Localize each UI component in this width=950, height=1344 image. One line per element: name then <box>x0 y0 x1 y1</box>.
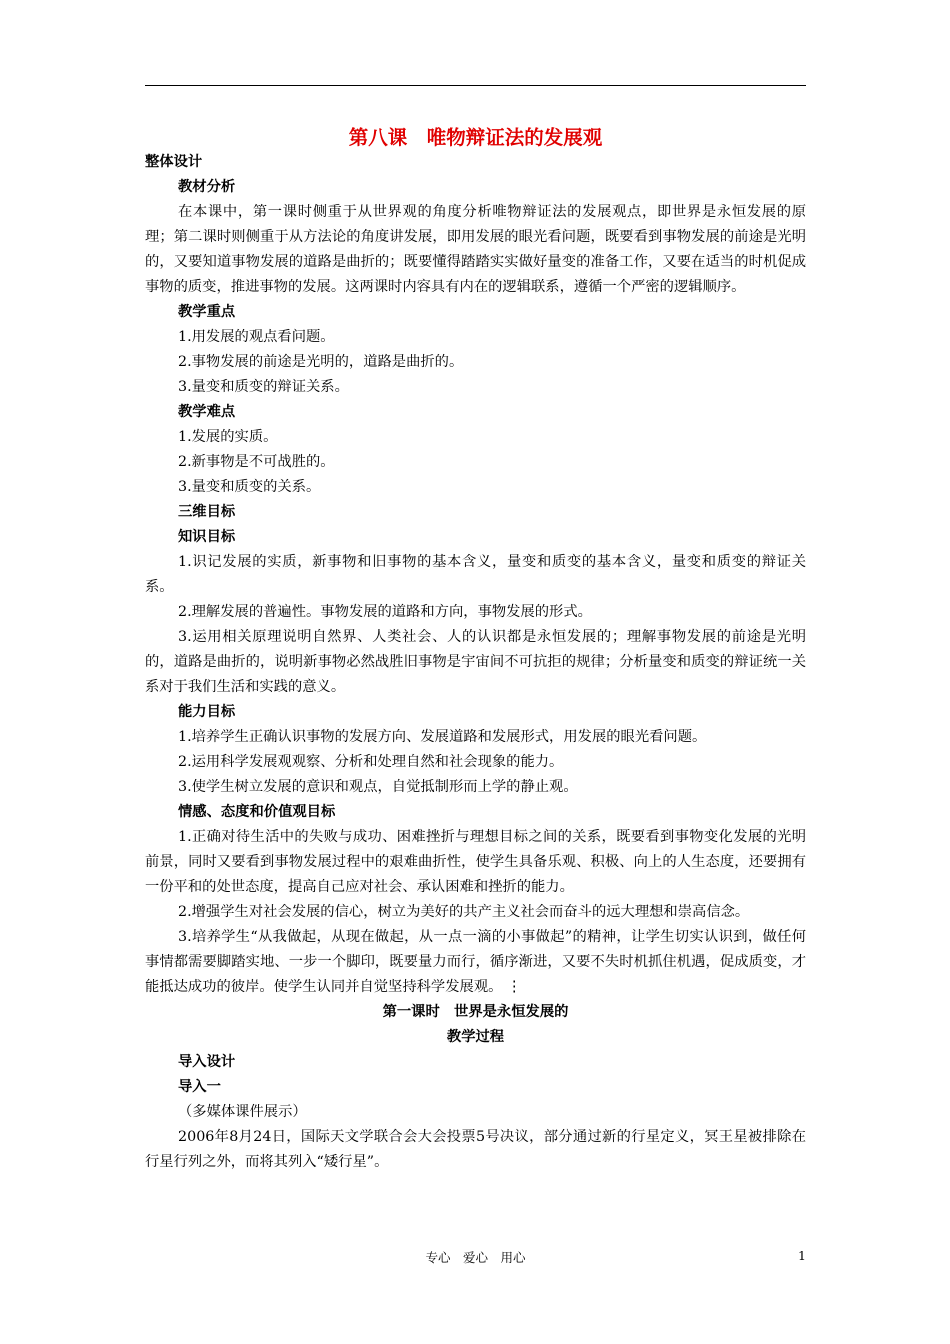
lesson-title: 第一课时 世界是永恒发展的 <box>382 1004 569 1020</box>
heading-three-dimensional-goals: 三维目标 <box>178 504 236 520</box>
knowledge-goal-item: 1.识记发展的实质，新事物和旧事物的基本含义，量变和质变的基本含义，量变和质变的辩证关系。 <box>145 554 806 595</box>
heading-ability-goals: 能力目标 <box>178 704 236 720</box>
emotion-goal-item: 1.正确对待生活中的失败与成功、困难挫折与理想目标之间的关系，既要看到事物变化发展的光明前景，同时又要看到事物发展过程中的艰难曲折性，使学生具备乐观、积极、向上的人生态度，还要拥有一份平和的处世态度，提高自己应对社会、承认困难和挫折的能力。 <box>145 829 806 895</box>
page-number: 1 <box>798 1248 806 1263</box>
emotion-goal-item: 3.培养学生“从我做起，从现在做起，从一点一滴的小事做起”的精神，让学生切实认识到，做任何事情都需要脚踏实地、一步一个脚印，既要量力而行，循序渐进，又要不失时机抓住机遇，促成质变，才能抵达成功的彼岸。使学生认同并自觉坚持科学发展观。 ⋮ <box>145 929 806 995</box>
page-footer <box>145 1248 806 1268</box>
knowledge-goal-item: 2.理解发展的普遍性。事物发展的道路和方向，事物发展的形式。 <box>178 604 592 620</box>
heading-knowledge-goals: 知识目标 <box>178 529 236 545</box>
difficult-point-item: 2.新事物是不可战胜的。 <box>178 454 335 470</box>
ability-goal-item: 2.运用科学发展观观察、分析和处理自然和社会现象的能力。 <box>178 754 564 770</box>
heading-overall-design: 整体设计 <box>145 154 203 170</box>
paragraph-intro: 2006年8月24日，国际天文学联合会大会投票5号决议，部分通过新的行星定义，冥王星被排除在行星行列之外，而将其列入“矮行星”。 <box>145 1129 806 1170</box>
emotion-goal-item: 2.增强学生对社会发展的信心，树立为美好的共产主义社会而奋斗的远大理想和崇高信念。 <box>178 904 750 920</box>
heading-intro-one: 导入一 <box>178 1079 221 1095</box>
ability-goal-item: 3.使学生树立发展的意识和观点，自觉抵制形而上学的静止观。 <box>178 779 578 795</box>
document-body <box>145 150 806 1175</box>
heading-emotion-goals: 情感、态度和价值观目标 <box>178 804 336 820</box>
heading-key-points: 教学重点 <box>178 304 236 320</box>
key-point-item: 1.用发展的观点看问题。 <box>178 329 335 345</box>
heading-difficult-points: 教学难点 <box>178 404 236 420</box>
process-title: 教学过程 <box>446 1029 505 1045</box>
difficult-point-item: 3.量变和质变的关系。 <box>178 479 321 495</box>
difficult-point-item: 1.发展的实质。 <box>178 429 278 445</box>
knowledge-goal-item: 3.运用相关原理说明自然界、人类社会、人的认识都是永恒发展的；理解事物发展的前途是光明的，道路是曲折的，说明新事物必然战胜旧事物是宇宙间不可抗拒的规律；分析量变和质变的辩证统一关系对于我们生活和实践的意义。 <box>145 629 806 695</box>
key-point-item: 2.事物发展的前途是光明的，道路是曲折的。 <box>178 354 464 370</box>
page-title: 第八课 唯物辩证法的发展观 <box>348 126 603 149</box>
footer-motto: 专心 爱心 用心 <box>425 1250 526 1265</box>
media-note: （多媒体课件展示） <box>178 1104 307 1120</box>
key-point-item: 3.量变和质变的辩证关系。 <box>178 379 349 395</box>
header-rule <box>145 85 806 86</box>
heading-intro-design: 导入设计 <box>178 1054 236 1070</box>
paragraph-material-analysis: 在本课中，第一课时侧重于从世界观的角度分析唯物辩证法的发展观点，即世界是永恒发展的原理；第二课时则侧重于从方法论的角度讲发展，即用发展的眼光看问题，既要看到事物发展的前途是光明的，又要知道事物发展的道路是曲折的；既要懂得踏踏实实做好量变的准备工作，又要在适当的时机促成事物的质变，推进事物的发展。这两课时内容具有内在的逻辑联系，遵循一个严密的逻辑顺序。 <box>145 204 806 295</box>
heading-material-analysis: 教材分析 <box>178 179 236 195</box>
ability-goal-item: 1.培养学生正确认识事物的发展方向、发展道路和发展形式，用发展的眼光看问题。 <box>178 729 707 745</box>
